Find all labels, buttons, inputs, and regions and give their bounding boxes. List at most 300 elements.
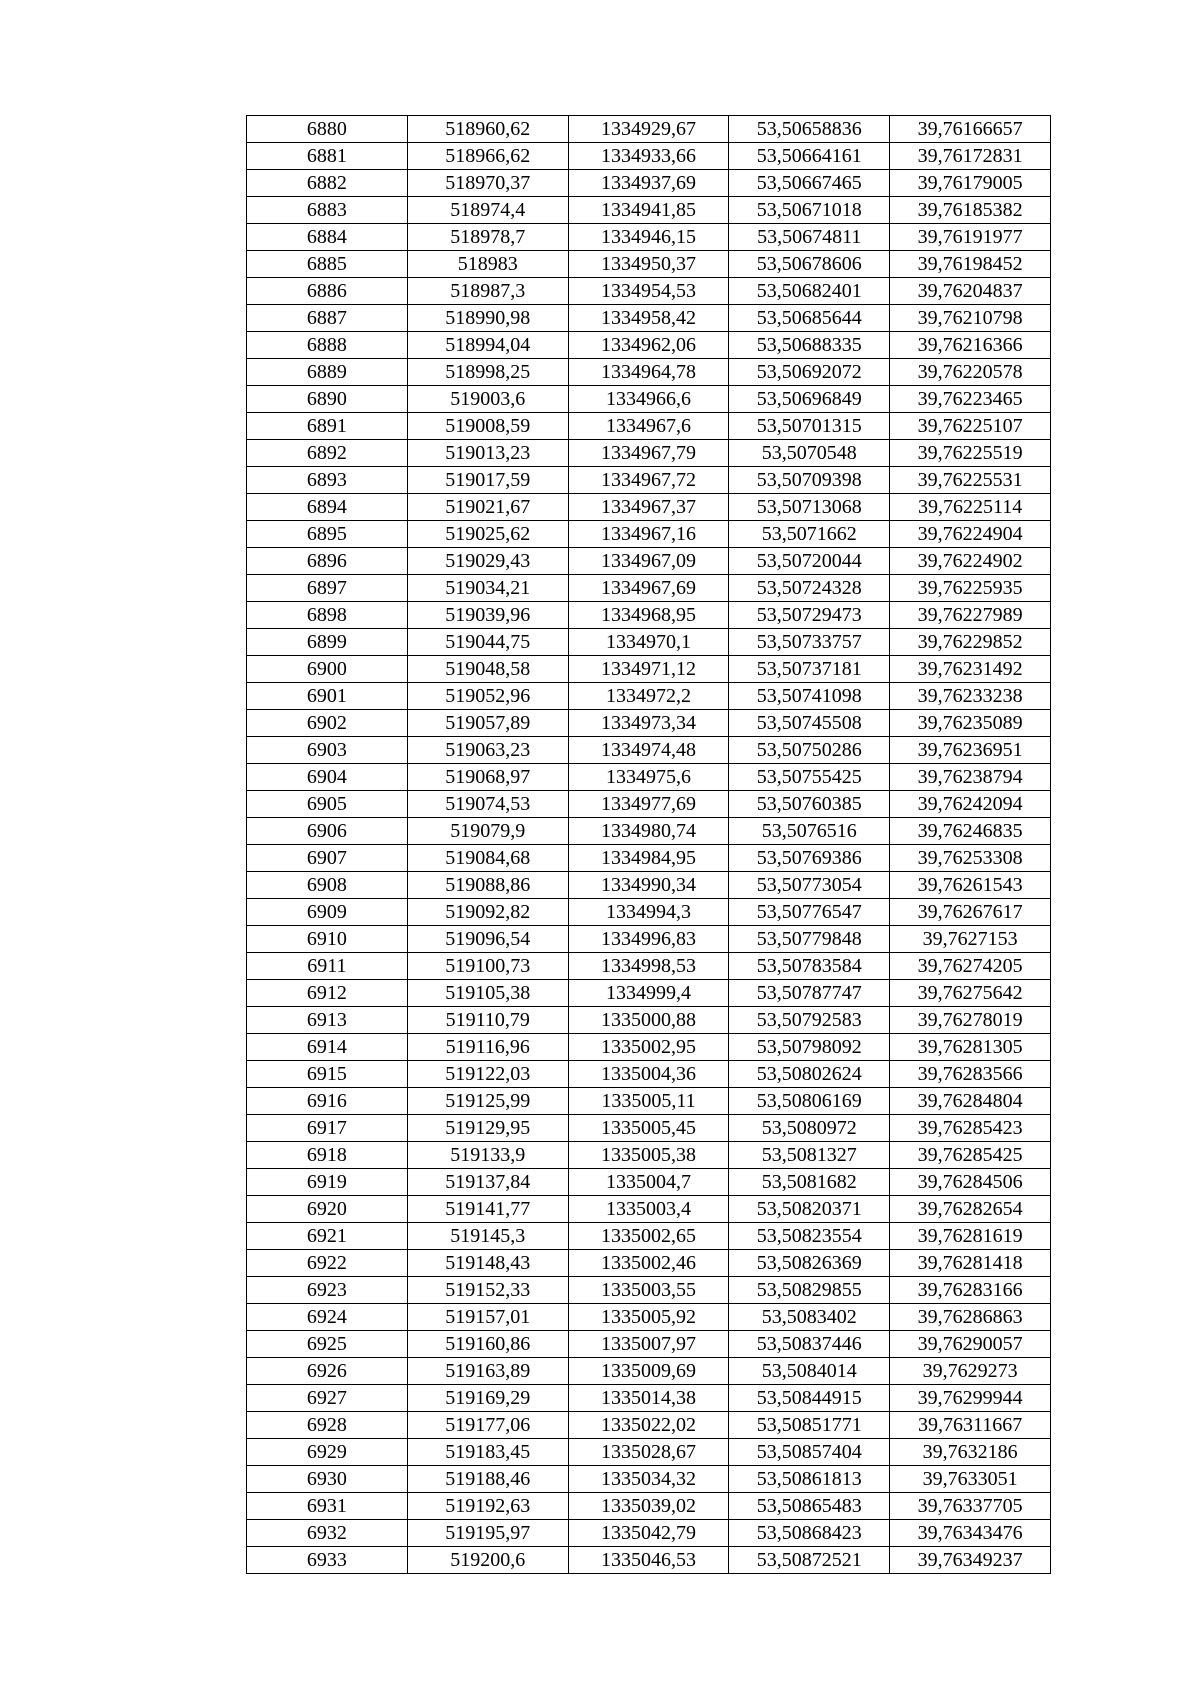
x-coordinate-cell: 519152,33 xyxy=(407,1277,568,1304)
longitude-cell: 39,76166657 xyxy=(890,116,1051,143)
x-coordinate-cell: 519137,84 xyxy=(407,1169,568,1196)
y-coordinate-cell: 1335039,02 xyxy=(568,1493,729,1520)
longitude-cell: 39,76231492 xyxy=(890,656,1051,683)
y-coordinate-cell: 1334977,69 xyxy=(568,791,729,818)
table-row xyxy=(247,467,1051,494)
longitude-cell: 39,76220578 xyxy=(890,359,1051,386)
latitude-cell: 53,50865483 xyxy=(729,1493,890,1520)
latitude-cell: 53,5071662 xyxy=(729,521,890,548)
y-coordinate-cell: 1334937,69 xyxy=(568,170,729,197)
longitude-cell: 39,76299944 xyxy=(890,1385,1051,1412)
table-row xyxy=(247,845,1051,872)
x-coordinate-cell: 519100,73 xyxy=(407,953,568,980)
y-coordinate-cell: 1334933,66 xyxy=(568,143,729,170)
table-row xyxy=(247,1304,1051,1331)
table-row xyxy=(247,737,1051,764)
table-row xyxy=(247,791,1051,818)
latitude-cell: 53,5070548 xyxy=(729,440,890,467)
x-coordinate-cell: 519029,43 xyxy=(407,548,568,575)
point-number-cell: 6933 xyxy=(247,1547,408,1574)
y-coordinate-cell: 1334967,09 xyxy=(568,548,729,575)
point-number-cell: 6894 xyxy=(247,494,408,521)
table-row xyxy=(247,359,1051,386)
table-row xyxy=(247,521,1051,548)
longitude-cell: 39,76235089 xyxy=(890,710,1051,737)
longitude-cell: 39,76172831 xyxy=(890,143,1051,170)
x-coordinate-cell: 518994,04 xyxy=(407,332,568,359)
latitude-cell: 53,5080972 xyxy=(729,1115,890,1142)
latitude-cell: 53,50837446 xyxy=(729,1331,890,1358)
point-number-cell: 6918 xyxy=(247,1142,408,1169)
y-coordinate-cell: 1334984,95 xyxy=(568,845,729,872)
table-row xyxy=(247,494,1051,521)
y-coordinate-cell: 1334958,42 xyxy=(568,305,729,332)
y-coordinate-cell: 1335003,4 xyxy=(568,1196,729,1223)
y-coordinate-cell: 1334964,78 xyxy=(568,359,729,386)
x-coordinate-cell: 519039,96 xyxy=(407,602,568,629)
table-row xyxy=(247,656,1051,683)
point-number-cell: 6885 xyxy=(247,251,408,278)
latitude-cell: 53,50682401 xyxy=(729,278,890,305)
x-coordinate-cell: 519013,23 xyxy=(407,440,568,467)
table-row xyxy=(247,170,1051,197)
point-number-cell: 6926 xyxy=(247,1358,408,1385)
table-row xyxy=(247,629,1051,656)
latitude-cell: 53,50826369 xyxy=(729,1250,890,1277)
point-number-cell: 6896 xyxy=(247,548,408,575)
point-number-cell: 6907 xyxy=(247,845,408,872)
point-number-cell: 6883 xyxy=(247,197,408,224)
latitude-cell: 53,50760385 xyxy=(729,791,890,818)
y-coordinate-cell: 1335004,36 xyxy=(568,1061,729,1088)
table-row xyxy=(247,1061,1051,1088)
point-number-cell: 6905 xyxy=(247,791,408,818)
point-number-cell: 6923 xyxy=(247,1277,408,1304)
table-row xyxy=(247,575,1051,602)
latitude-cell: 53,50823554 xyxy=(729,1223,890,1250)
latitude-cell: 53,50798092 xyxy=(729,1034,890,1061)
y-coordinate-cell: 1334998,53 xyxy=(568,953,729,980)
latitude-cell: 53,50769386 xyxy=(729,845,890,872)
longitude-cell: 39,7627153 xyxy=(890,926,1051,953)
y-coordinate-cell: 1334967,6 xyxy=(568,413,729,440)
x-coordinate-cell: 519192,63 xyxy=(407,1493,568,1520)
y-coordinate-cell: 1334999,4 xyxy=(568,980,729,1007)
y-coordinate-cell: 1335014,38 xyxy=(568,1385,729,1412)
table-row xyxy=(247,1466,1051,1493)
table-row xyxy=(247,1547,1051,1574)
y-coordinate-cell: 1334973,34 xyxy=(568,710,729,737)
x-coordinate-cell: 518966,62 xyxy=(407,143,568,170)
x-coordinate-cell: 519074,53 xyxy=(407,791,568,818)
point-number-cell: 6886 xyxy=(247,278,408,305)
latitude-cell: 53,50802624 xyxy=(729,1061,890,1088)
y-coordinate-cell: 1334970,1 xyxy=(568,629,729,656)
longitude-cell: 39,76225114 xyxy=(890,494,1051,521)
table-row xyxy=(247,1385,1051,1412)
x-coordinate-cell: 519057,89 xyxy=(407,710,568,737)
point-number-cell: 6930 xyxy=(247,1466,408,1493)
coordinates-table-body xyxy=(247,116,1051,1574)
longitude-cell: 39,76185382 xyxy=(890,197,1051,224)
latitude-cell: 53,50688335 xyxy=(729,332,890,359)
x-coordinate-cell: 519145,3 xyxy=(407,1223,568,1250)
x-coordinate-cell: 518974,4 xyxy=(407,197,568,224)
table-row xyxy=(247,413,1051,440)
longitude-cell: 39,76227989 xyxy=(890,602,1051,629)
point-number-cell: 6897 xyxy=(247,575,408,602)
table-row xyxy=(247,224,1051,251)
y-coordinate-cell: 1334974,48 xyxy=(568,737,729,764)
longitude-cell: 39,76253308 xyxy=(890,845,1051,872)
table-row xyxy=(247,1358,1051,1385)
point-number-cell: 6903 xyxy=(247,737,408,764)
point-number-cell: 6906 xyxy=(247,818,408,845)
x-coordinate-cell: 519177,06 xyxy=(407,1412,568,1439)
x-coordinate-cell: 519003,6 xyxy=(407,386,568,413)
x-coordinate-cell: 519116,96 xyxy=(407,1034,568,1061)
y-coordinate-cell: 1334941,85 xyxy=(568,197,729,224)
point-number-cell: 6889 xyxy=(247,359,408,386)
x-coordinate-cell: 518983 xyxy=(407,251,568,278)
latitude-cell: 53,50820371 xyxy=(729,1196,890,1223)
point-number-cell: 6880 xyxy=(247,116,408,143)
x-coordinate-cell: 519008,59 xyxy=(407,413,568,440)
point-number-cell: 6914 xyxy=(247,1034,408,1061)
point-number-cell: 6909 xyxy=(247,899,408,926)
latitude-cell: 53,50806169 xyxy=(729,1088,890,1115)
y-coordinate-cell: 1335028,67 xyxy=(568,1439,729,1466)
x-coordinate-cell: 519141,77 xyxy=(407,1196,568,1223)
latitude-cell: 53,50872521 xyxy=(729,1547,890,1574)
table-row xyxy=(247,899,1051,926)
latitude-cell: 53,50773054 xyxy=(729,872,890,899)
table-row xyxy=(247,1088,1051,1115)
x-coordinate-cell: 519133,9 xyxy=(407,1142,568,1169)
x-coordinate-cell: 519088,86 xyxy=(407,872,568,899)
y-coordinate-cell: 1334967,37 xyxy=(568,494,729,521)
table-row xyxy=(247,1223,1051,1250)
x-coordinate-cell: 519068,97 xyxy=(407,764,568,791)
table-row xyxy=(247,1439,1051,1466)
table-row xyxy=(247,710,1051,737)
latitude-cell: 53,50664161 xyxy=(729,143,890,170)
x-coordinate-cell: 519021,67 xyxy=(407,494,568,521)
table-row xyxy=(247,332,1051,359)
point-number-cell: 6892 xyxy=(247,440,408,467)
latitude-cell: 53,50750286 xyxy=(729,737,890,764)
x-coordinate-cell: 518970,37 xyxy=(407,170,568,197)
point-number-cell: 6932 xyxy=(247,1520,408,1547)
point-number-cell: 6912 xyxy=(247,980,408,1007)
x-coordinate-cell: 518960,62 xyxy=(407,116,568,143)
table-row xyxy=(247,818,1051,845)
longitude-cell: 39,76233238 xyxy=(890,683,1051,710)
latitude-cell: 53,50776547 xyxy=(729,899,890,926)
x-coordinate-cell: 519048,58 xyxy=(407,656,568,683)
longitude-cell: 39,76210798 xyxy=(890,305,1051,332)
point-number-cell: 6890 xyxy=(247,386,408,413)
x-coordinate-cell: 519034,21 xyxy=(407,575,568,602)
table-row xyxy=(247,1169,1051,1196)
longitude-cell: 39,76283166 xyxy=(890,1277,1051,1304)
latitude-cell: 53,50861813 xyxy=(729,1466,890,1493)
longitude-cell: 39,76337705 xyxy=(890,1493,1051,1520)
x-coordinate-cell: 518998,25 xyxy=(407,359,568,386)
point-number-cell: 6888 xyxy=(247,332,408,359)
table-row xyxy=(247,872,1051,899)
x-coordinate-cell: 519096,54 xyxy=(407,926,568,953)
point-number-cell: 6925 xyxy=(247,1331,408,1358)
longitude-cell: 39,76225107 xyxy=(890,413,1051,440)
x-coordinate-cell: 519079,9 xyxy=(407,818,568,845)
table-row xyxy=(247,548,1051,575)
longitude-cell: 39,76179005 xyxy=(890,170,1051,197)
latitude-cell: 53,50733757 xyxy=(729,629,890,656)
latitude-cell: 53,50713068 xyxy=(729,494,890,521)
table-row xyxy=(247,386,1051,413)
x-coordinate-cell: 519200,6 xyxy=(407,1547,568,1574)
latitude-cell: 53,50851771 xyxy=(729,1412,890,1439)
latitude-cell: 53,50787747 xyxy=(729,980,890,1007)
x-coordinate-cell: 519105,38 xyxy=(407,980,568,1007)
longitude-cell: 39,7632186 xyxy=(890,1439,1051,1466)
longitude-cell: 39,76343476 xyxy=(890,1520,1051,1547)
x-coordinate-cell: 519163,89 xyxy=(407,1358,568,1385)
coordinates-table xyxy=(246,115,1051,1574)
longitude-cell: 39,76225519 xyxy=(890,440,1051,467)
latitude-cell: 53,50792583 xyxy=(729,1007,890,1034)
latitude-cell: 53,5083402 xyxy=(729,1304,890,1331)
table-row xyxy=(247,251,1051,278)
y-coordinate-cell: 1334954,53 xyxy=(568,278,729,305)
latitude-cell: 53,50692072 xyxy=(729,359,890,386)
table-row xyxy=(247,1034,1051,1061)
latitude-cell: 53,50724328 xyxy=(729,575,890,602)
point-number-cell: 6928 xyxy=(247,1412,408,1439)
table-row xyxy=(247,1520,1051,1547)
latitude-cell: 53,5076516 xyxy=(729,818,890,845)
y-coordinate-cell: 1334967,72 xyxy=(568,467,729,494)
point-number-cell: 6899 xyxy=(247,629,408,656)
latitude-cell: 53,50779848 xyxy=(729,926,890,953)
x-coordinate-cell: 518990,98 xyxy=(407,305,568,332)
y-coordinate-cell: 1335042,79 xyxy=(568,1520,729,1547)
latitude-cell: 53,50755425 xyxy=(729,764,890,791)
y-coordinate-cell: 1335034,32 xyxy=(568,1466,729,1493)
longitude-cell: 39,76285425 xyxy=(890,1142,1051,1169)
y-coordinate-cell: 1335007,97 xyxy=(568,1331,729,1358)
table-row xyxy=(247,683,1051,710)
x-coordinate-cell: 519084,68 xyxy=(407,845,568,872)
longitude-cell: 39,7633051 xyxy=(890,1466,1051,1493)
point-number-cell: 6931 xyxy=(247,1493,408,1520)
x-coordinate-cell: 519017,59 xyxy=(407,467,568,494)
y-coordinate-cell: 1335022,02 xyxy=(568,1412,729,1439)
longitude-cell: 39,76223465 xyxy=(890,386,1051,413)
latitude-cell: 53,50701315 xyxy=(729,413,890,440)
x-coordinate-cell: 519092,82 xyxy=(407,899,568,926)
longitude-cell: 39,76198452 xyxy=(890,251,1051,278)
y-coordinate-cell: 1334962,06 xyxy=(568,332,729,359)
longitude-cell: 39,76261543 xyxy=(890,872,1051,899)
point-number-cell: 6917 xyxy=(247,1115,408,1142)
longitude-cell: 39,76290057 xyxy=(890,1331,1051,1358)
longitude-cell: 39,76246835 xyxy=(890,818,1051,845)
point-number-cell: 6900 xyxy=(247,656,408,683)
x-coordinate-cell: 519160,86 xyxy=(407,1331,568,1358)
point-number-cell: 6893 xyxy=(247,467,408,494)
point-number-cell: 6891 xyxy=(247,413,408,440)
latitude-cell: 53,50696849 xyxy=(729,386,890,413)
point-number-cell: 6911 xyxy=(247,953,408,980)
latitude-cell: 53,50745508 xyxy=(729,710,890,737)
y-coordinate-cell: 1335002,95 xyxy=(568,1034,729,1061)
point-number-cell: 6913 xyxy=(247,1007,408,1034)
longitude-cell: 39,76242094 xyxy=(890,791,1051,818)
table-row xyxy=(247,1115,1051,1142)
longitude-cell: 39,76238794 xyxy=(890,764,1051,791)
table-row xyxy=(247,926,1051,953)
y-coordinate-cell: 1335005,38 xyxy=(568,1142,729,1169)
longitude-cell: 39,76225531 xyxy=(890,467,1051,494)
x-coordinate-cell: 519122,03 xyxy=(407,1061,568,1088)
longitude-cell: 39,76285423 xyxy=(890,1115,1051,1142)
y-coordinate-cell: 1334967,79 xyxy=(568,440,729,467)
table-row xyxy=(247,278,1051,305)
point-number-cell: 6919 xyxy=(247,1169,408,1196)
y-coordinate-cell: 1335002,46 xyxy=(568,1250,729,1277)
longitude-cell: 39,76236951 xyxy=(890,737,1051,764)
longitude-cell: 39,76224902 xyxy=(890,548,1051,575)
latitude-cell: 53,50868423 xyxy=(729,1520,890,1547)
latitude-cell: 53,50720044 xyxy=(729,548,890,575)
table-row xyxy=(247,602,1051,629)
x-coordinate-cell: 519169,29 xyxy=(407,1385,568,1412)
y-coordinate-cell: 1335009,69 xyxy=(568,1358,729,1385)
longitude-cell: 39,76349237 xyxy=(890,1547,1051,1574)
latitude-cell: 53,50729473 xyxy=(729,602,890,629)
table-row xyxy=(247,305,1051,332)
table-row xyxy=(247,116,1051,143)
latitude-cell: 53,50844915 xyxy=(729,1385,890,1412)
latitude-cell: 53,5084014 xyxy=(729,1358,890,1385)
x-coordinate-cell: 519063,23 xyxy=(407,737,568,764)
latitude-cell: 53,50857404 xyxy=(729,1439,890,1466)
longitude-cell: 39,76191977 xyxy=(890,224,1051,251)
point-number-cell: 6920 xyxy=(247,1196,408,1223)
longitude-cell: 39,76284804 xyxy=(890,1088,1051,1115)
y-coordinate-cell: 1334971,12 xyxy=(568,656,729,683)
y-coordinate-cell: 1334980,74 xyxy=(568,818,729,845)
latitude-cell: 53,50658836 xyxy=(729,116,890,143)
longitude-cell: 39,76278019 xyxy=(890,1007,1051,1034)
y-coordinate-cell: 1335003,55 xyxy=(568,1277,729,1304)
table-row xyxy=(247,1493,1051,1520)
y-coordinate-cell: 1334990,34 xyxy=(568,872,729,899)
longitude-cell: 39,76282654 xyxy=(890,1196,1051,1223)
point-number-cell: 6908 xyxy=(247,872,408,899)
y-coordinate-cell: 1334946,15 xyxy=(568,224,729,251)
longitude-cell: 39,76283566 xyxy=(890,1061,1051,1088)
latitude-cell: 53,5081682 xyxy=(729,1169,890,1196)
latitude-cell: 53,50783584 xyxy=(729,953,890,980)
longitude-cell: 39,76216366 xyxy=(890,332,1051,359)
latitude-cell: 53,5081327 xyxy=(729,1142,890,1169)
x-coordinate-cell: 519195,97 xyxy=(407,1520,568,1547)
y-coordinate-cell: 1334967,16 xyxy=(568,521,729,548)
x-coordinate-cell: 518978,7 xyxy=(407,224,568,251)
longitude-cell: 39,76224904 xyxy=(890,521,1051,548)
y-coordinate-cell: 1335000,88 xyxy=(568,1007,729,1034)
y-coordinate-cell: 1334996,83 xyxy=(568,926,729,953)
table-row xyxy=(247,980,1051,1007)
x-coordinate-cell: 519183,45 xyxy=(407,1439,568,1466)
table-row xyxy=(247,1277,1051,1304)
x-coordinate-cell: 519052,96 xyxy=(407,683,568,710)
point-number-cell: 6910 xyxy=(247,926,408,953)
point-number-cell: 6921 xyxy=(247,1223,408,1250)
x-coordinate-cell: 519125,99 xyxy=(407,1088,568,1115)
y-coordinate-cell: 1335046,53 xyxy=(568,1547,729,1574)
table-row xyxy=(247,197,1051,224)
y-coordinate-cell: 1334994,3 xyxy=(568,899,729,926)
longitude-cell: 39,76229852 xyxy=(890,629,1051,656)
latitude-cell: 53,50671018 xyxy=(729,197,890,224)
point-number-cell: 6924 xyxy=(247,1304,408,1331)
point-number-cell: 6904 xyxy=(247,764,408,791)
x-coordinate-cell: 519044,75 xyxy=(407,629,568,656)
latitude-cell: 53,50685644 xyxy=(729,305,890,332)
table-row xyxy=(247,1142,1051,1169)
point-number-cell: 6898 xyxy=(247,602,408,629)
latitude-cell: 53,50674811 xyxy=(729,224,890,251)
y-coordinate-cell: 1335004,7 xyxy=(568,1169,729,1196)
x-coordinate-cell: 519188,46 xyxy=(407,1466,568,1493)
y-coordinate-cell: 1334950,37 xyxy=(568,251,729,278)
table-row xyxy=(247,1007,1051,1034)
longitude-cell: 39,76204837 xyxy=(890,278,1051,305)
x-coordinate-cell: 519129,95 xyxy=(407,1115,568,1142)
longitude-cell: 39,76281619 xyxy=(890,1223,1051,1250)
y-coordinate-cell: 1334975,6 xyxy=(568,764,729,791)
table-row xyxy=(247,953,1051,980)
x-coordinate-cell: 519157,01 xyxy=(407,1304,568,1331)
table-row xyxy=(247,143,1051,170)
longitude-cell: 39,76225935 xyxy=(890,575,1051,602)
latitude-cell: 53,50709398 xyxy=(729,467,890,494)
table-row xyxy=(247,1196,1051,1223)
y-coordinate-cell: 1335005,92 xyxy=(568,1304,729,1331)
latitude-cell: 53,50741098 xyxy=(729,683,890,710)
y-coordinate-cell: 1334967,69 xyxy=(568,575,729,602)
table-row xyxy=(247,764,1051,791)
y-coordinate-cell: 1334966,6 xyxy=(568,386,729,413)
longitude-cell: 39,76267617 xyxy=(890,899,1051,926)
x-coordinate-cell: 519025,62 xyxy=(407,521,568,548)
point-number-cell: 6881 xyxy=(247,143,408,170)
longitude-cell: 39,76286863 xyxy=(890,1304,1051,1331)
point-number-cell: 6887 xyxy=(247,305,408,332)
point-number-cell: 6902 xyxy=(247,710,408,737)
latitude-cell: 53,50678606 xyxy=(729,251,890,278)
longitude-cell: 39,76281418 xyxy=(890,1250,1051,1277)
point-number-cell: 6915 xyxy=(247,1061,408,1088)
latitude-cell: 53,50829855 xyxy=(729,1277,890,1304)
y-coordinate-cell: 1335002,65 xyxy=(568,1223,729,1250)
y-coordinate-cell: 1334972,2 xyxy=(568,683,729,710)
y-coordinate-cell: 1334929,67 xyxy=(568,116,729,143)
